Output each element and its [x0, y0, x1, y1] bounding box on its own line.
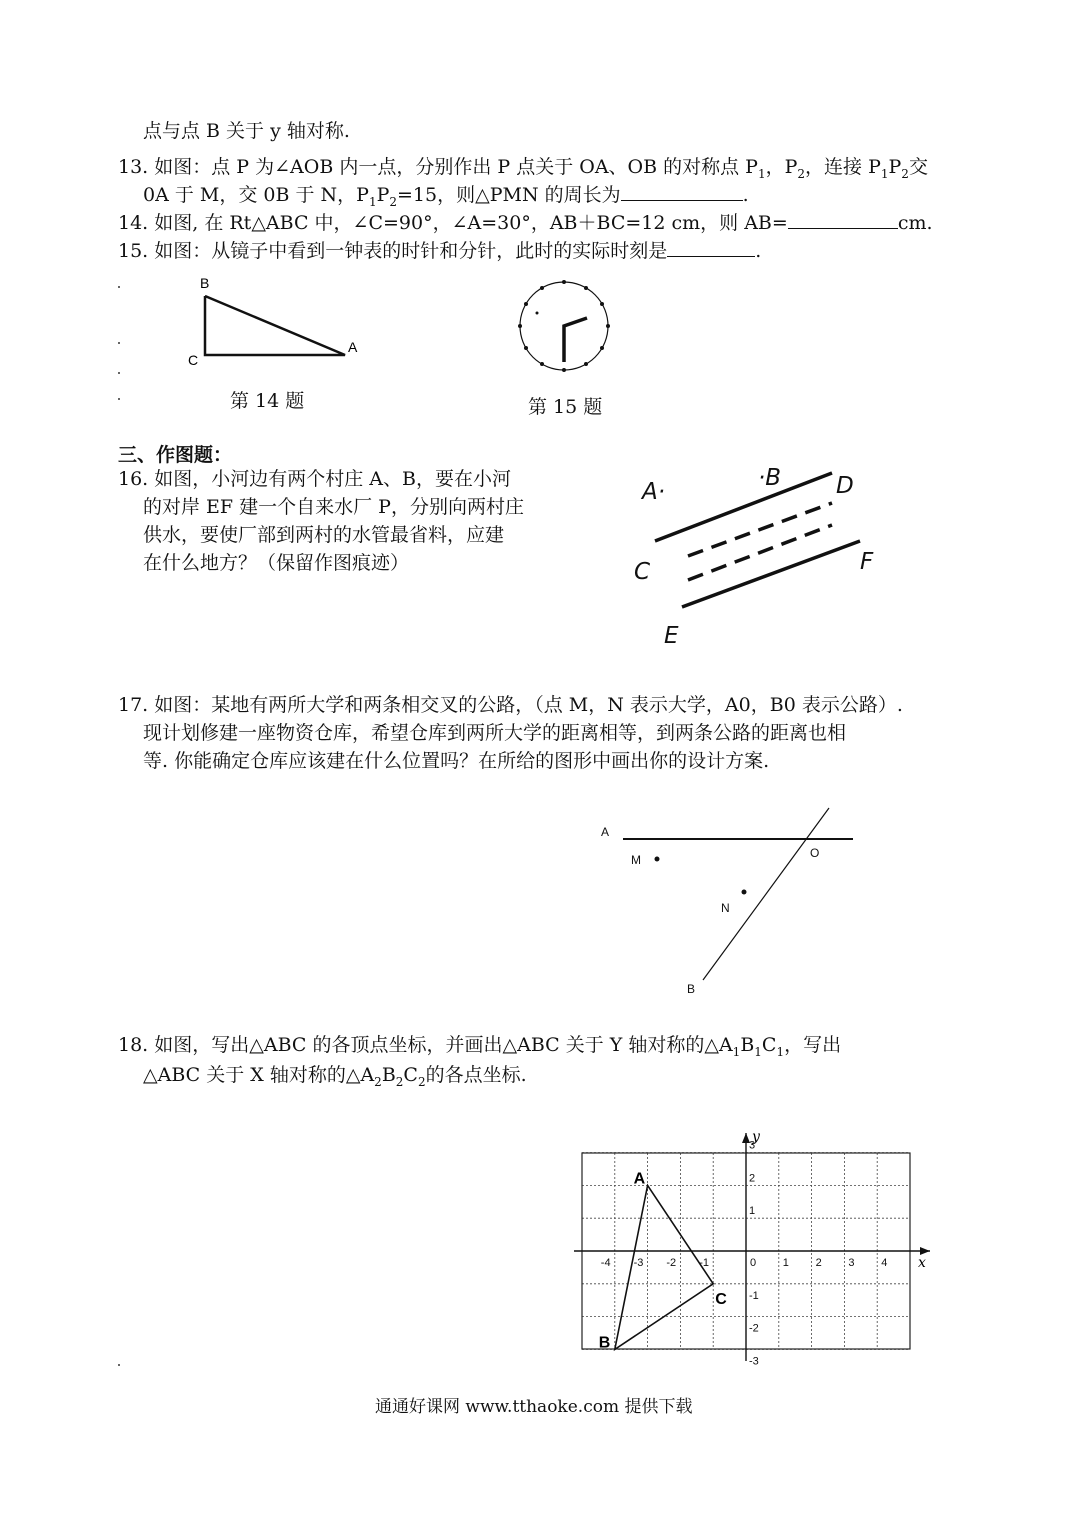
fig16-label-C: C — [634, 559, 651, 585]
vertex-label-A: A — [633, 1170, 646, 1188]
q16-line-4: 在什么地方？（保留作图痕迹） — [143, 552, 410, 574]
q15-line: 15. 如图：从镜子中看到一钟表的时针和分针，此时的实际时刻是 . — [118, 240, 762, 262]
x-tick-label: 4 — [881, 1257, 888, 1269]
fig17-label-N: N — [721, 901, 730, 915]
y-tick-label: 2 — [749, 1172, 756, 1185]
fig16-river — [630, 455, 890, 655]
point-N — [742, 890, 747, 895]
fig17-label-A: A — [601, 825, 610, 839]
q13-line-1: 13. 如图：点 P 为∠AOB 内一点，分别作出 P 点关于 OA、OB 的对称点 $P_1$，$P_2$，连接 $P_1P_2$交 — [118, 156, 928, 181]
answer-blank-14[interactable] — [788, 210, 898, 229]
fig17-label-O: O — [810, 846, 820, 860]
fig16-label-E: E — [664, 623, 679, 649]
fig17-roads — [595, 800, 865, 1000]
q18-line-1: 18. 如图，写出△ABC 的各顶点坐标，并画出△ABC 关于 Y 轴对称的$\triangle A_1B_1C_1$，写出 — [118, 1034, 842, 1059]
fig14-caption: 第 14 题 — [230, 390, 305, 412]
x-tick-label: -1 — [699, 1257, 709, 1269]
q17-line-2: 现计划修建一座物资仓库，希望仓库到两所大学的距离相等，到两条公路的距离也相 — [143, 722, 847, 744]
y-tick-label: -3 — [749, 1355, 759, 1368]
fig16-label-D: D — [836, 473, 854, 499]
fig15-caption: 第 15 题 — [528, 396, 603, 418]
section-heading-3: 三、作图题： — [118, 444, 233, 466]
x-tick-label: 2 — [815, 1257, 822, 1269]
y-tick-label: 3 — [749, 1139, 756, 1152]
x-tick-label: 3 — [848, 1257, 855, 1269]
fig17-label-B: B — [687, 982, 696, 996]
fig18-coordinate-grid — [570, 1125, 940, 1375]
answer-blank-15[interactable] — [667, 238, 755, 257]
fig17-label-M: M — [631, 853, 641, 867]
y-tick-label: -1 — [749, 1289, 759, 1302]
q12-tail-line: 点与点 B 关于 y 轴对称. — [143, 120, 350, 142]
fig15-clock — [515, 280, 615, 375]
fig16-label-B: ·B — [758, 465, 782, 491]
y-tick-label: -2 — [749, 1322, 759, 1335]
fig16-label-A: A· — [642, 479, 666, 505]
q18-line-2: △ABC 关于 X 轴对称的$\triangle A_2B_2C_2$的各点坐标. — [143, 1064, 527, 1089]
q14-line: 14. 如图, 在 Rt△ABC 中，∠C=90°，∠A=30°，AB＋BC=12 cm，则 AB= cm. — [118, 212, 933, 234]
q13-line-2: 0A 于 M，交 0B 于 N，$P_1P_2=15$，则△PMN 的周长为 . — [143, 184, 749, 209]
x-axis-label: x — [918, 1255, 926, 1271]
q16-line-2: 的对岸 EF 建一个自来水厂 P，分别向两村庄 — [143, 496, 524, 518]
q17-line-1: 17. 如图：某地有两所大学和两条相交叉的公路，（点 M，N 表示大学，A0，B0 表示公路）. — [118, 694, 903, 716]
x-tick-label: -2 — [666, 1257, 677, 1269]
x-tick-label: -4 — [600, 1257, 611, 1269]
y-tick-label: 1 — [749, 1205, 756, 1218]
q16-line-3: 供水，要使厂部到两村的水管最省料，应建 — [143, 524, 505, 546]
fig14-label-A: A — [348, 339, 358, 355]
road-BO — [703, 808, 829, 980]
x-tick-label: 1 — [782, 1257, 789, 1269]
answer-blank-13[interactable] — [621, 182, 743, 201]
q16-line-1: 16. 如图，小河边有两个村庄 A、B，要在小河 — [118, 468, 511, 490]
vertex-label-B: B — [598, 1334, 611, 1352]
fig16-label-F: F — [860, 549, 874, 575]
footer-source: 通通好课网 www.tthaoke.com 提供下载 — [375, 1397, 693, 1417]
fig14-label-C: C — [188, 352, 199, 368]
point-M — [655, 857, 660, 862]
q17-line-3: 等. 你能确定仓库应该建在什么位置吗？在所给的图形中画出你的设计方案. — [143, 750, 770, 772]
y-axis-label: y — [752, 1129, 760, 1145]
x-tick-label: 0 — [750, 1257, 757, 1269]
vertex-label-C: C — [715, 1290, 727, 1308]
clock-hands — [564, 318, 587, 362]
fig14-triangle — [180, 270, 370, 370]
fig14-label-B: B — [200, 275, 210, 291]
x-tick-label: -3 — [633, 1257, 644, 1269]
